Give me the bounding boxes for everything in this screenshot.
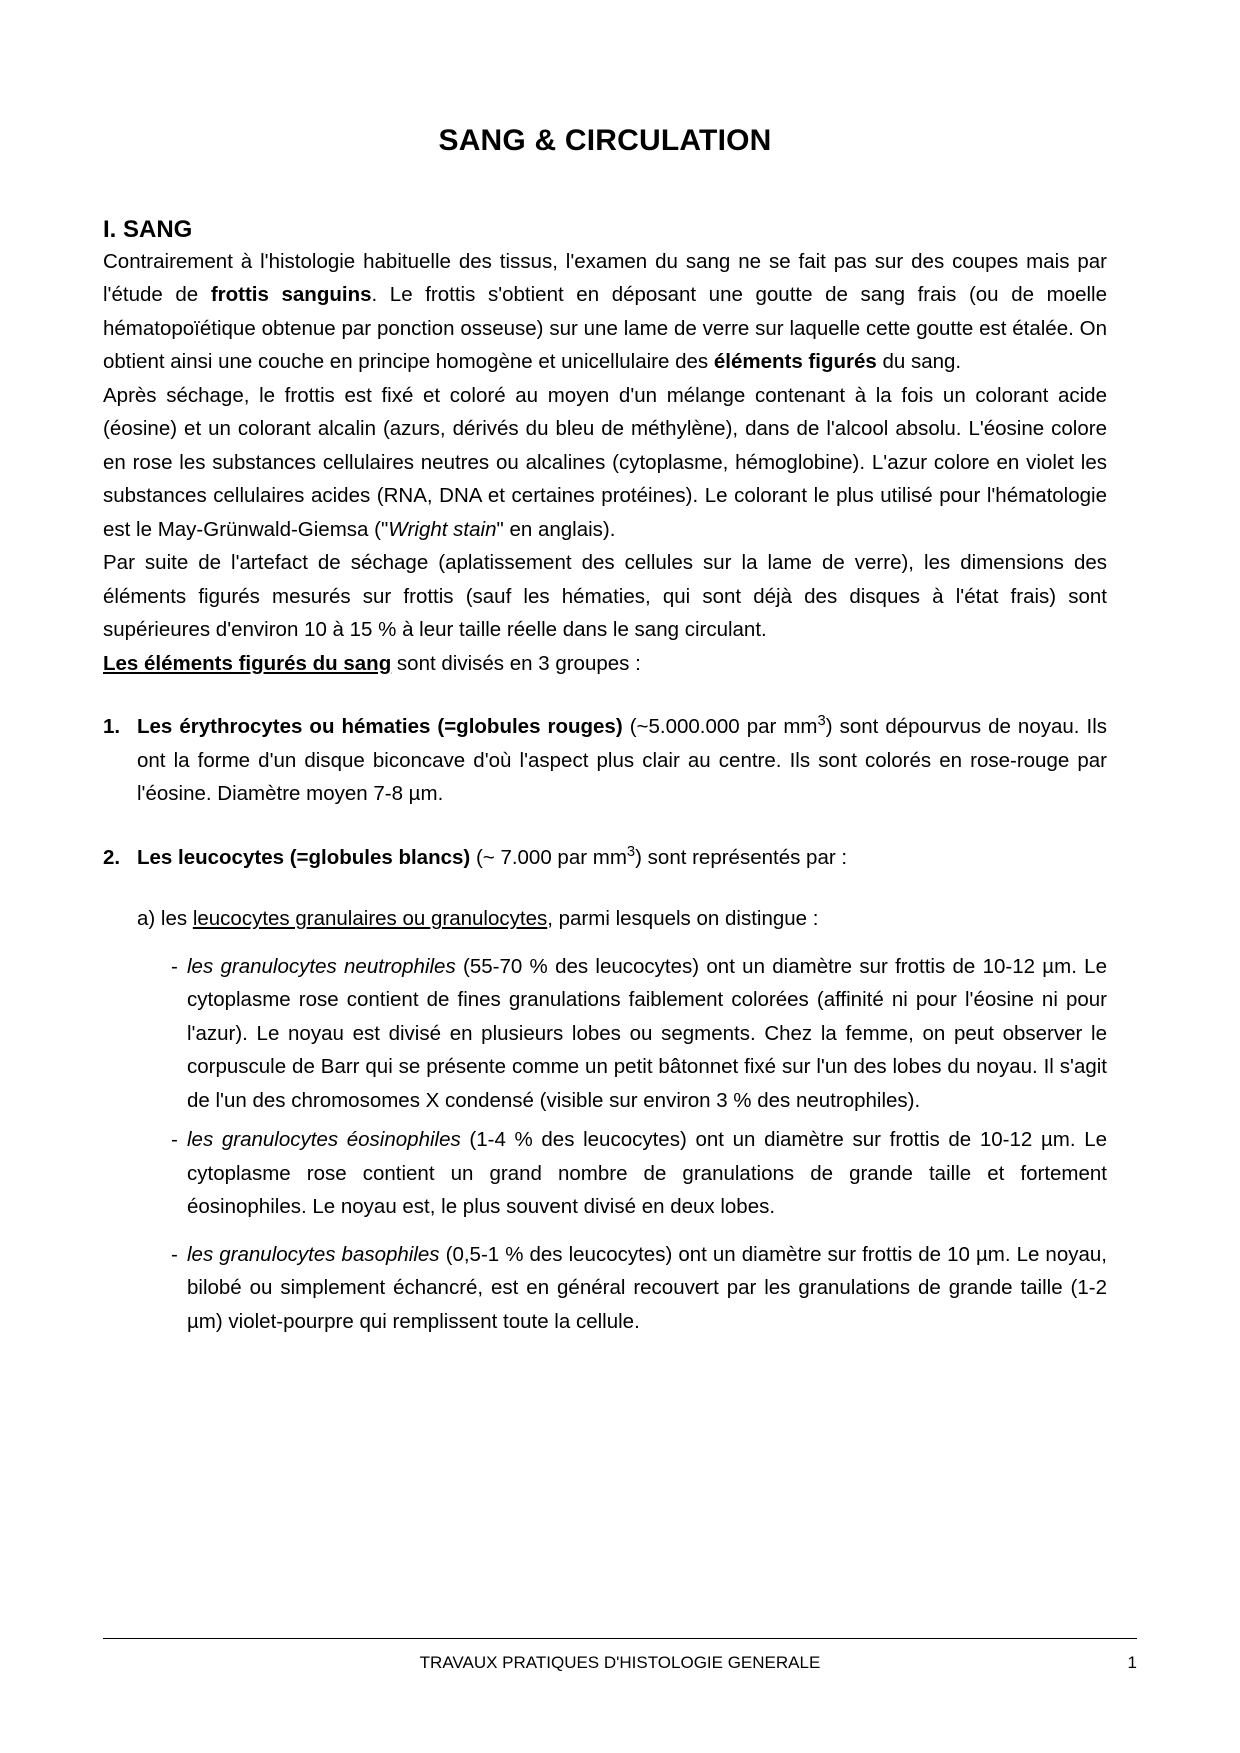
list-item-erythrocytes <box>103 710 1107 811</box>
sublist-suffix-a: , parmi lesquels on distingue : <box>547 907 819 931</box>
dash-item-eosinophiles-text <box>187 1123 1107 1224</box>
erythrocytes-count-prefix: (~5.000.000 par mm <box>622 715 818 739</box>
emphasis-erythrocytes: Les érythrocytes ou hématies (=globules rouges) <box>137 715 623 739</box>
page-footer <box>103 1638 1137 1673</box>
sublist-prefix-a: a) les <box>137 907 193 931</box>
superscript-cube-1: 3 <box>817 713 826 730</box>
paragraph-artefact-sechage: Par suite de l'artefact de séchage (aplatissement des cellules sur la lame de verre), les dimensions des éléments figurés mesurés sur frottis (sauf les hématies, qui sont déjà des disques à l'état frais) sont supérieures d'environ 10 à 15 % à leur taille réelle dans le sang circulant. <box>103 551 1107 642</box>
document-content <box>103 0 1107 1338</box>
footer-page-number: 1 <box>1127 1653 1137 1672</box>
paragraph-coloration <box>103 379 1107 547</box>
dash-item-basophiles <box>171 1238 1107 1339</box>
paragraph-frottis-part2: . Le frottis s'obtient en déposant une goutte de sang frais (ou de moelle hématopoïétique obtenue par ponction osseuse) sur une lame de verre sur laquelle cette goutte est étalée. On obtient ainsi une couche en principe homogène et unicellulaire des <box>103 283 1108 374</box>
dash-marker-3: - <box>171 1242 178 1266</box>
emphasis-leucocytes-granulaires: leucocytes granulaires ou granulocytes <box>192 907 548 931</box>
page-title: SANG & CIRCULATION <box>438 124 772 157</box>
neutrophiles-description: (55-70 % des leucocytes) ont un diamètre sur frottis de 10-12 µm. Le cytoplasme rose contient de fines granulations faiblement colorées (affinité ni pour l'éosine ni pour l'azur). Le noyau est divisé en plusieurs lobes ou segments. Chez la femme, on peut observer le corpuscule de Barr qui se présente comme un petit bâtonnet fixé sur l'un des lobes du noyau. Il s'agit de l'un des chromosomes X condensé (visible sur environ 3 % des neutrophiles). <box>187 954 1107 1112</box>
dash-item-neutrophiles-text <box>187 950 1107 1118</box>
paragraph-frottis-part1: Contrairement à l'histologie habituelle des tissus, l'examen du sang ne se fait pas sur des coupes mais par l'étude de <box>103 249 1107 307</box>
dash-item-neutrophiles <box>171 950 1107 1118</box>
emphasis-elements-figures: éléments figurés <box>713 350 877 374</box>
list-item-leucocytes <box>103 841 1107 875</box>
list-item-leucocytes-text <box>137 841 1107 875</box>
erythrocytes-description: ) sont dépourvus de noyau. Ils ont la forme d'un disque biconcave d'où l'aspect plus clair au centre. Ils sont colorés en rose-rouge par l'éosine. Diamètre moyen 7-8 µm. <box>137 715 1107 806</box>
dash-marker-2: - <box>171 1128 178 1152</box>
leucocytes-description: ) sont représentés par : <box>635 845 848 869</box>
list-item-erythrocytes-text <box>137 710 1107 811</box>
basophiles-description: (0,5-1 % des leucocytes) ont un diamètre sur frottis de 10 µm. Le noyau, bilobé ou simplement échancré, est en général recouvert par les granulations de grande taille (1-2 µm) violet-pourpre qui remplissent toute la cellule. <box>187 1242 1107 1333</box>
leucocytes-count-prefix: (~ 7.000 par mm <box>470 845 627 869</box>
list-marker-2: 2. <box>103 845 121 869</box>
dash-item-basophiles-text <box>187 1238 1107 1339</box>
emphasis-leucocytes: Les leucocytes (=globules blancs) <box>137 845 471 869</box>
emphasis-wright-stain: Wright stain <box>388 517 497 541</box>
emphasis-granulocytes-eosinophiles: les granulocytes éosinophiles <box>187 1128 461 1152</box>
paragraph-groupes-intro <box>103 647 1107 681</box>
footer-title: TRAVAUX PRATIQUES D'HISTOLOGIE GENERALE <box>419 1653 821 1672</box>
emphasis-frottis-sanguins: frottis sanguins <box>210 283 372 307</box>
emphasis-les-elements-figures-du-sang: Les éléments figurés du sang <box>103 651 392 675</box>
paragraph-coloration-part2: " en anglais). <box>496 517 616 541</box>
list-marker-1: 1. <box>103 715 121 739</box>
paragraph-coloration-part1: Après séchage, le frottis est fixé et coloré au moyen d'un mélange contenant à la fois un colorant acide (éosine) et un colorant alcalin (azurs, dérivés du bleu de méthylène), dans de l'alcool absolu. L'éosine colore en rose les substances cellulaires neutres ou alcalines (cytoplasme, hémoglobine). L'azur colore en violet les substances cellulaires acides (RNA, DNA et certaines protéines). Le colorant le plus utilisé pour l'hématologie est le May-Grünwald-Giemsa (" <box>103 383 1107 541</box>
emphasis-granulocytes-basophiles: les granulocytes basophiles <box>187 1242 440 1266</box>
dash-marker-1: - <box>171 954 178 978</box>
paragraph-groupes-intro-rest: sont divisés en 3 groupes : <box>391 651 641 675</box>
dash-item-eosinophiles <box>171 1123 1107 1224</box>
superscript-cube-2: 3 <box>626 843 636 860</box>
footer-row <box>103 1653 1137 1673</box>
paragraph-frottis <box>103 245 1107 379</box>
emphasis-granulocytes-neutrophiles: les granulocytes neutrophiles <box>187 954 456 978</box>
eosinophiles-description: (1-4 % des leucocytes) ont un diamètre sur frottis de 10-12 µm. Le cytoplasme rose contient un grand nombre de granulations de grande taille et fortement éosinophiles. Le noyau est, le plus souvent divisé en deux lobes. <box>187 1128 1107 1219</box>
footer-divider <box>103 1638 1137 1639</box>
paragraph-frottis-part3: du sang. <box>876 350 962 374</box>
sublist-item-granulocytes <box>137 902 1107 936</box>
section-heading-sang: I. SANG <box>103 216 193 243</box>
